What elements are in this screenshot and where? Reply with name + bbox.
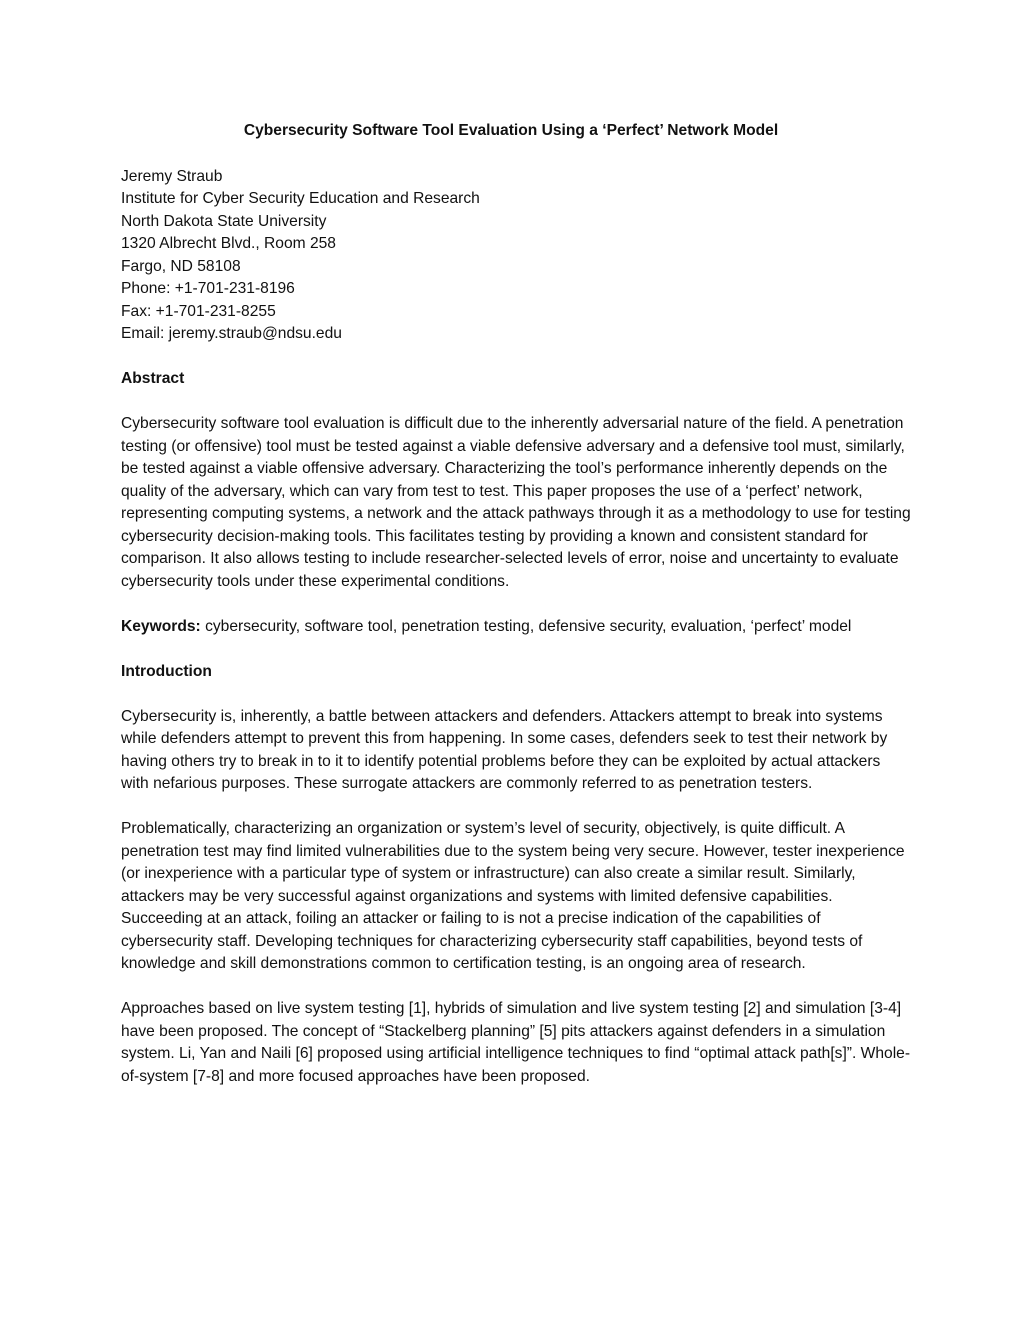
keywords-line (121, 616, 911, 639)
abstract-text: Cybersecurity software tool evaluation is difficult due to the inherently adversarial nature of the field. A penetration testing (or offensive) tool must be tested against a viable defensive adversary and a defensive tool must, similarly, be tested against a viable offensive adversary. Characterizing the tool’s performance inherently depends on the quality of the adversary, which can vary from test to test. This paper proposes the use of a ‘perfect’ network, representing computing systems, a network and the attack pathways through it as a methodology to use for testing cybersecurity decision-making tools. This facilitates testing by providing a known and consistent standard for comparison. It also allows testing to include researcher-selected levels of error, noise and uncertainty to evaluate cybersecurity tools under these experimental conditions. (121, 415, 911, 590)
intro-paragraph: Approaches based on live system testing [1], hybrids of simulation and live system testing [2] and simulation [3-4] have been proposed. The concept of “Stackelberg planning” [5] pits attackers against defenders in a simulation system. Li, Yan and Naili [6] proposed using artificial intelligence techniques to find “optimal attack path[s]”. Whole-of-system [7-8] and more focused approaches have been proposed. (121, 1000, 911, 1085)
author-email: Email: jeremy.straub@ndsu.edu (121, 325, 342, 342)
author-name: Jeremy Straub (121, 167, 223, 185)
author-university: North Dakota State University (121, 212, 327, 230)
paper-title: Cybersecurity Software Tool Evaluation Using a ‘Perfect’ Network Model (243, 122, 779, 139)
introduction-heading: Introduction (121, 662, 212, 680)
author-institute: Institute for Cyber Security Education and Research (121, 190, 480, 207)
author-block (121, 166, 911, 346)
intro-paragraph: Problematically, characterizing an organization or system’s level of security, objectively, is quite difficult. A penetration test may find limited vulnerabilities due to the system being very secure. However, tester inexperience (or inexperience with a particular type of system or infrastructure) can also create a similar result. Similarly, attackers may be very successful against organizations and systems with limited defensive capabilities. Succeeding at an attack, foiling an attacker or failing to is not a precise indication of the capabilities of cybersecurity staff. Developing techniques for characterizing cybersecurity staff capabilities, beyond tests of knowledge and skill demonstrations common to certification testing, is an ongoing area of research. (121, 820, 905, 972)
author-address: 1320 Albrecht Blvd., Room 258 (121, 235, 336, 252)
author-phone: Phone: +1-701-231-8196 (121, 280, 295, 297)
paper-page (121, 120, 911, 1088)
author-city: Fargo, ND 58108 (121, 257, 241, 275)
keywords-text: cybersecurity, software tool, penetration testing, defensive security, evaluation, ‘perfect’ model (205, 617, 852, 635)
intro-paragraph: Cybersecurity is, inherently, a battle between attackers and defenders. Attackers attempt to break into systems while defenders attempt to prevent this from happening. In some cases, defenders seek to test their network by having others try to break in to it to identify potential problems before they can be exploited by actual attackers with nefarious purposes. These surrogate attackers are commonly referred to as penetration testers. (121, 707, 888, 792)
author-fax: Fax: +1-701-231-8255 (121, 302, 276, 320)
keywords-label: Keywords: (121, 617, 201, 635)
abstract-heading: Abstract (121, 370, 185, 387)
